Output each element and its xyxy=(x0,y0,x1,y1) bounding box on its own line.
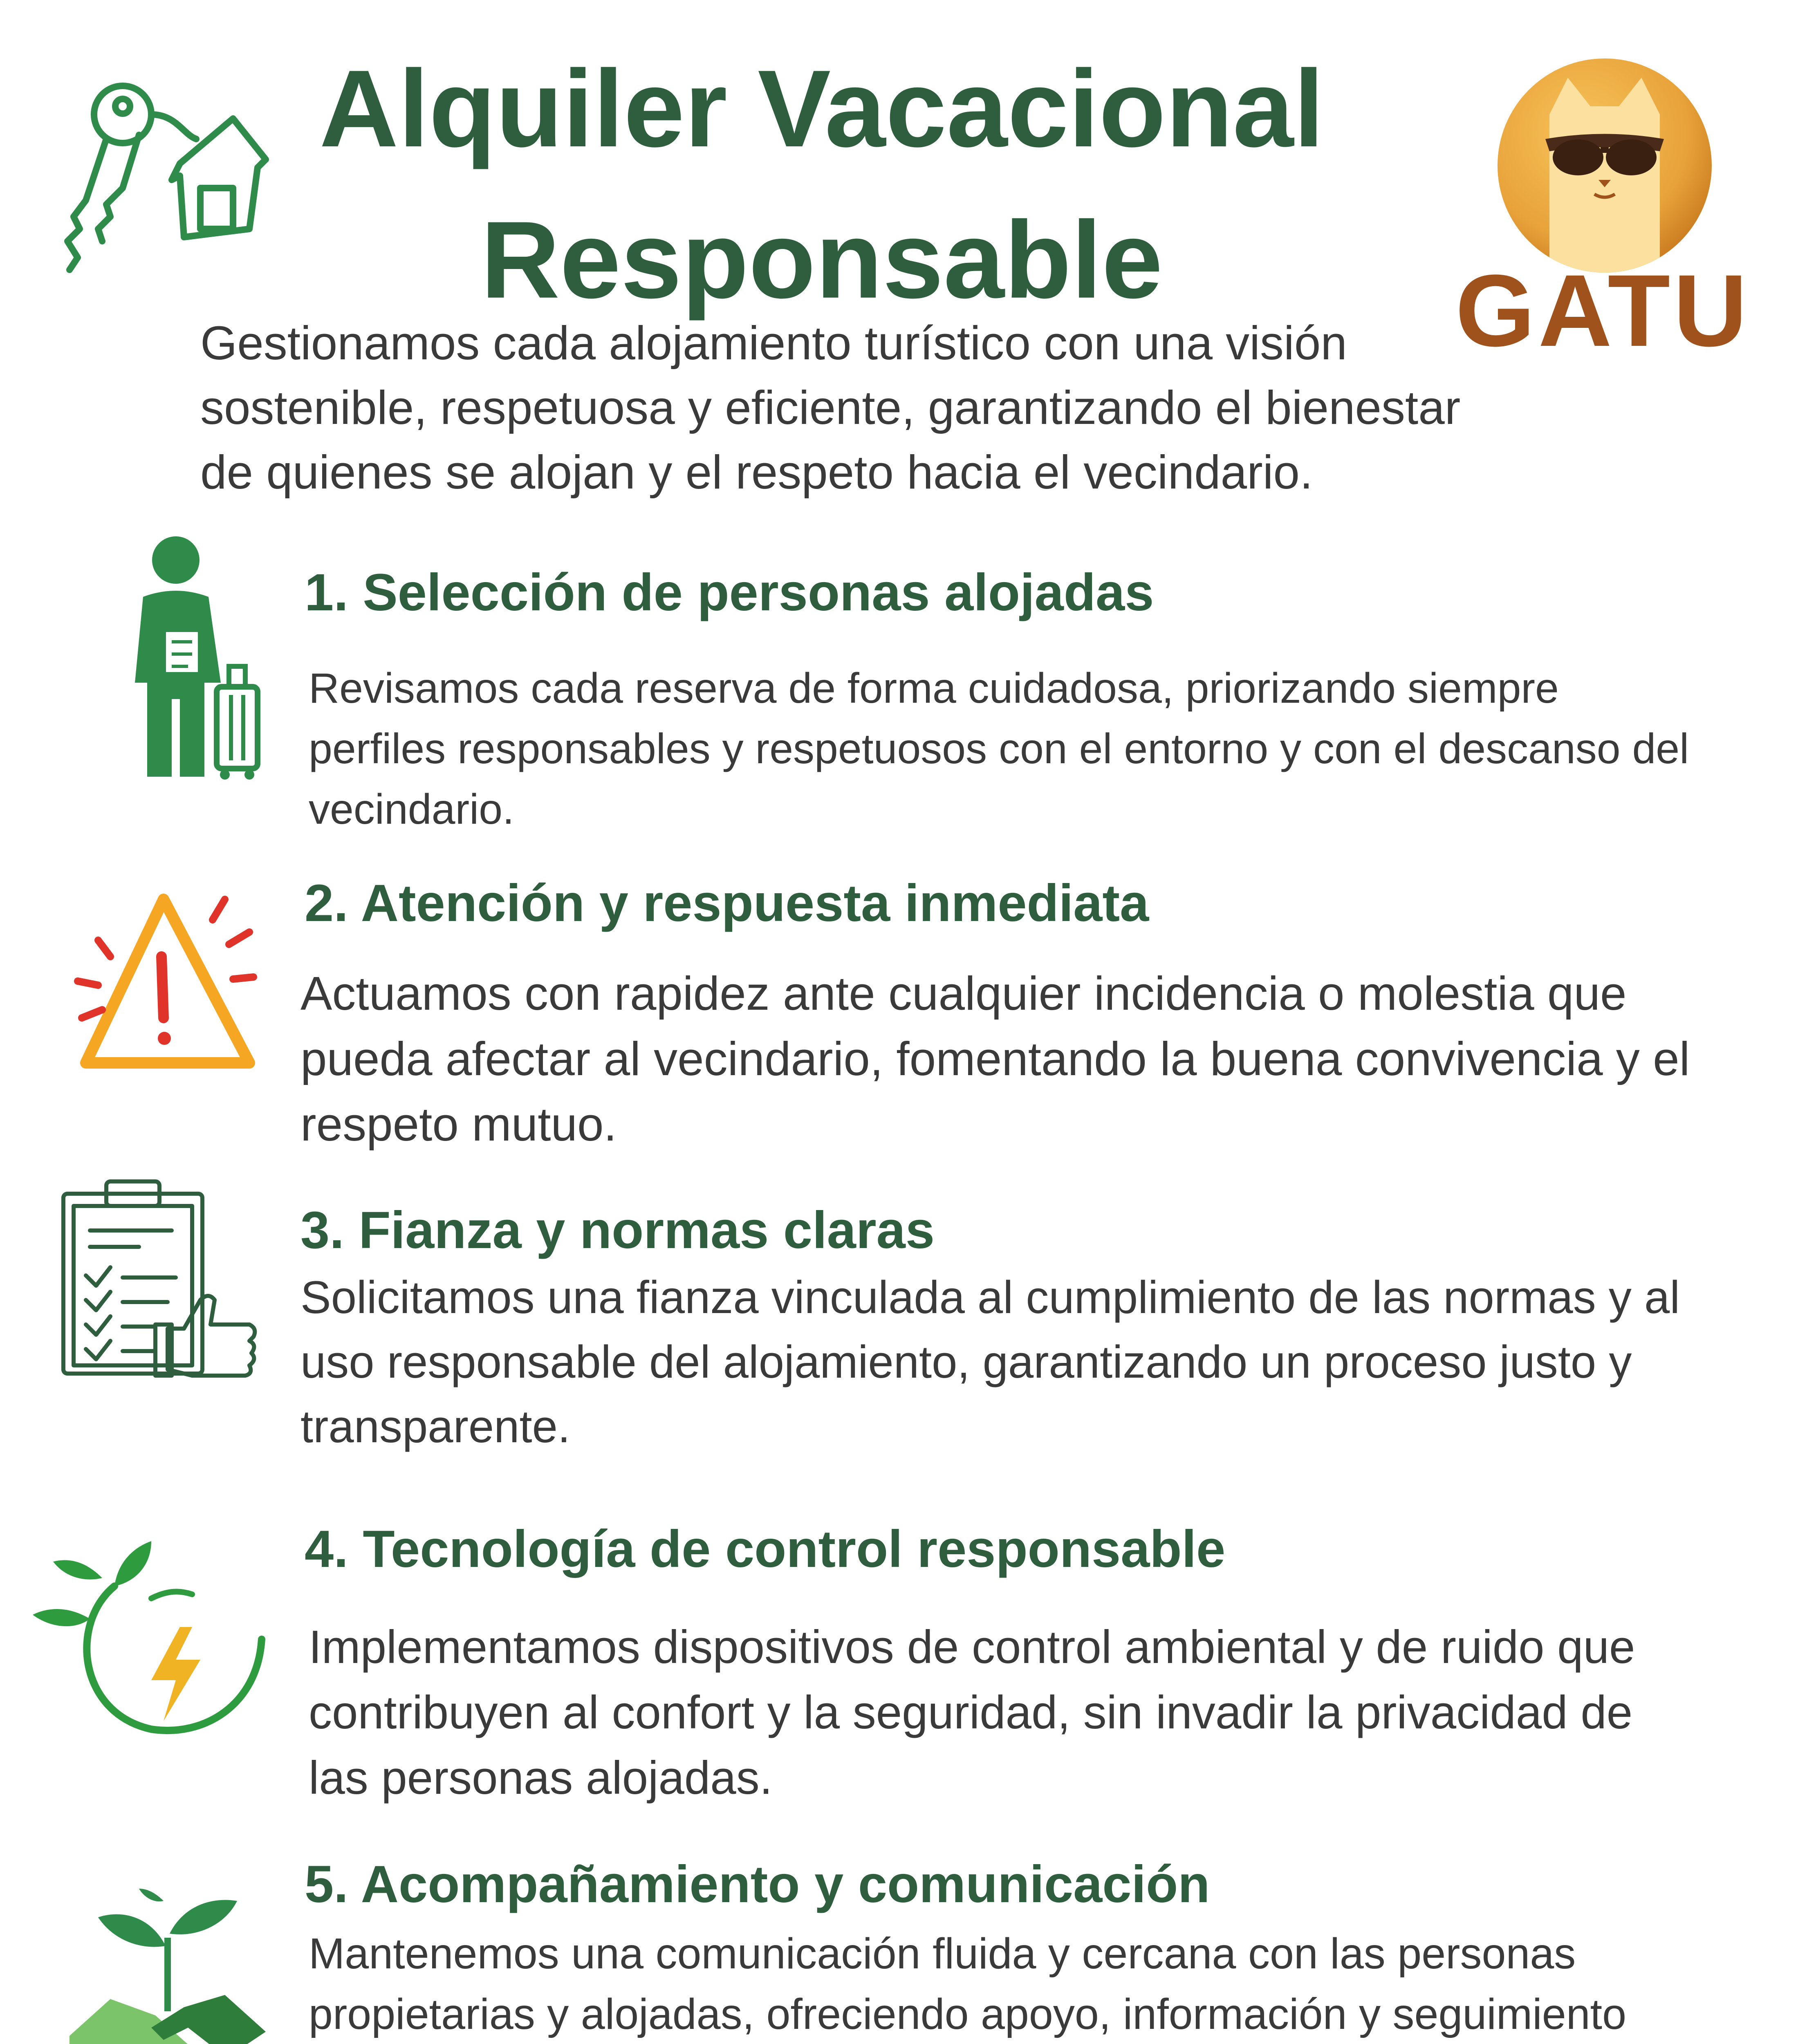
house-key-icon xyxy=(61,65,274,278)
section-3-body: Solicitamos una fianza vinculada al cumplimiento de las normas y al uso responsable del alojamiento, garantizando un proceso justo y transparente. xyxy=(300,1272,1680,1452)
title-line-1: Alquiler Vacacional xyxy=(319,47,1324,170)
handshake-plant-icon xyxy=(61,1876,274,2044)
section-1-body: Revisamos cada reserva de forma cuidadosa, priorizando siempre perfiles responsables y respetuosos con el entorno y con el descanso del vecindario. xyxy=(309,665,1689,833)
title-line-2: Responsable xyxy=(480,198,1163,321)
intro-paragraph: Gestionamos cada alojamiento turístico con una visión sostenible, respetuosa y eficiente, garantizando el bienestar de quienes se alojan y el respeto hacia el vecindario. xyxy=(200,316,1461,499)
warning-alert-icon xyxy=(57,871,270,1083)
traveler-luggage-icon xyxy=(119,536,266,781)
gatu-logo xyxy=(1496,57,1713,274)
section-2-title: 2. Atención y respuesta inmediata xyxy=(305,874,1149,932)
section-5-title: 5. Acompañamiento y comunicación xyxy=(305,1855,1210,1914)
section-1-title: 1. Selección de personas alojadas xyxy=(305,563,1154,622)
eco-energy-icon xyxy=(29,1533,274,1754)
section-4-body: Implementamos dispositivos de control ambiental y de ruido que contribuyen al confort y la seguridad, sin invadir la privacidad de las personas alojadas. xyxy=(309,1621,1635,1804)
section-4-title: 4. Tecnología de control responsable xyxy=(305,1520,1226,1578)
section-3-title: 3. Fianza y normas claras xyxy=(300,1201,935,1260)
section-5-body: Mantenemos una comunicación fluida y cercana con las personas propietarias y alojadas, ofreciendo apoyo, información y seguimiento xyxy=(309,1930,1627,2038)
cat-sunglasses-logo-icon xyxy=(1496,57,1713,274)
checklist-thumbs-up-icon xyxy=(57,1177,262,1382)
section-2-body: Actuamos con rapidez ante cualquier incidencia o molestia que pueda afectar al vecindario, fomentando la buena convivencia y el respeto mutuo. xyxy=(300,967,1690,1151)
page-title xyxy=(286,33,1357,335)
logo-wordmark: GATU xyxy=(1455,253,1751,368)
